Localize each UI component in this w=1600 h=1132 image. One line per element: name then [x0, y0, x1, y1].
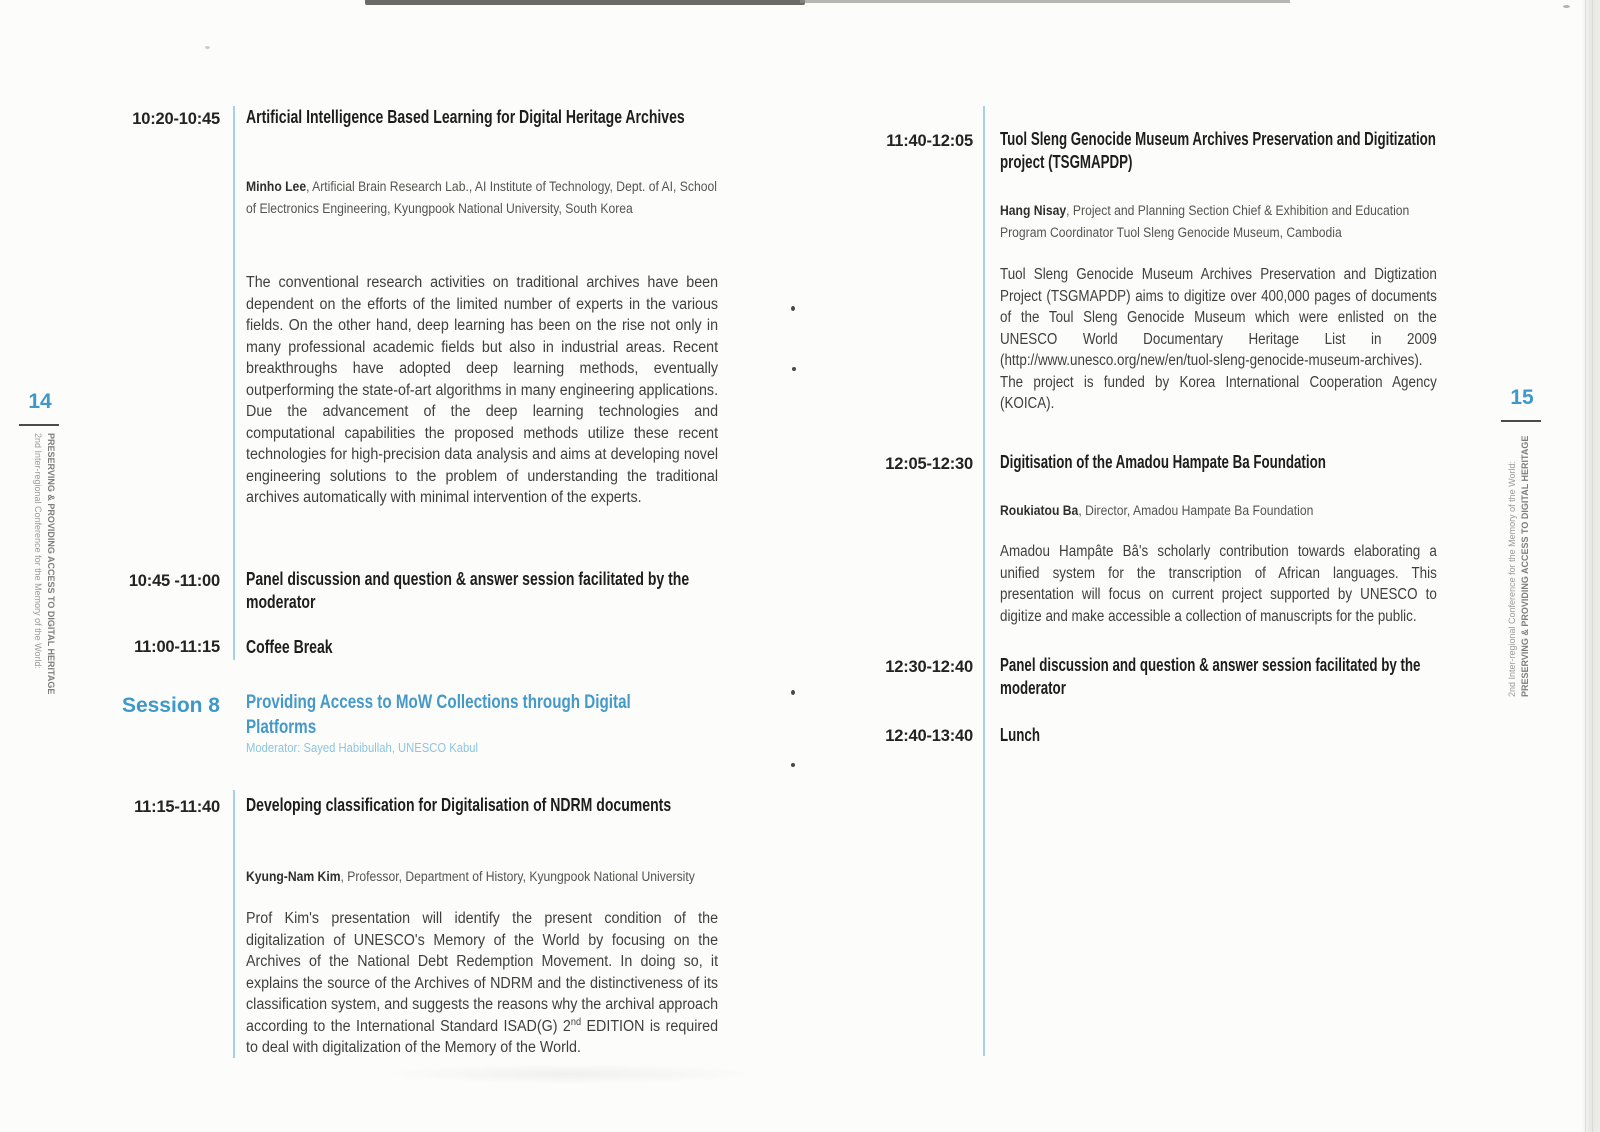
- session-number-label: Session 8: [121, 694, 220, 717]
- session-abstract: The conventional research activities on traditional archives have been dependent on the efforts of the limited number of experts in the various fields. On the other hand, deep learning has been on the rise not only in many professional academic fields but also in industrial areas. Recent breakthroughs have adopted deep learning methods, eventually outperforming the state-of-art algorithms in many engineering applications. Due the advancement of the deep learning technologies and computational capabilities the proposed methods utilize these recent technologies for high-precision data analysis and aims at developing novel engineering solutions to the problem of understanding the traditional archives automatically with minimal intervention of the experts.: [246, 274, 719, 506]
- session-speaker: [1000, 500, 1437, 522]
- session-time: 12:40-13:40: [885, 727, 973, 745]
- speaker-affiliation: , Professor, Department of History, Kyungpook National University: [340, 869, 695, 884]
- session-title: Artificial Intelligence Based Learning for Digital Heritage Archives: [246, 107, 685, 127]
- session-time: 11:00-11:15: [134, 638, 220, 656]
- scan-speck: [791, 763, 795, 767]
- scan-speck-light: [205, 46, 210, 49]
- scan-top-edge-shadow: [365, 0, 805, 5]
- session-time: 10:45 -11:00: [128, 572, 220, 590]
- session-title: Coffee Break: [246, 637, 333, 657]
- session-abstract: Tuol Sleng Genocide Museum Archives Preservation and Digtization Project (TSGMAPDP) aims to digitize over 400,000 pages of documents of the Toul Sleng Genocide Museum which were enlisted on the UNESCO World Documentary Heritage List in 2009 (http://www.unesco.org/new/en/tuol-sleng-genocide-museum-archives). The project is funded by Korea International Cooperation Agency (KOICA).: [1000, 266, 1437, 412]
- sidebar-caption-bold: PRESERVING & PROVIDING ACCESS TO DIGITAL HERITAGE: [1520, 435, 1530, 697]
- session-abstract: Amadou Hampâte Bâ's scholarly contribution towards elaborating a unified system for the transcription of African languages. This presentation will focus on current project supported by UNESCO to digitize and make accessible a collection of manuscripts for the public.: [1000, 543, 1437, 625]
- session-time: 10:20-10:45: [132, 110, 220, 128]
- speaker-affiliation: , Artificial Brain Research Lab., AI Institute of Technology, Dept. of AI, School of Electronics Engineering, Kyungpook National University, South Korea: [246, 179, 717, 216]
- session-title: Developing classification for Digitalisation of NDRM documents: [246, 795, 672, 815]
- scan-speck: [792, 367, 796, 371]
- schedule-divider-rule: [233, 106, 235, 660]
- session-time: 12:05-12:30: [885, 455, 973, 473]
- speaker-name: Roukiatou Ba: [1000, 503, 1079, 518]
- scan-bottom-smudge: [380, 1064, 760, 1084]
- session-time: 12:30-12:40: [885, 658, 973, 676]
- page-number-rule-right: [1501, 420, 1541, 422]
- session-header-title: Providing Access to MoW Collections through Digital Platforms: [246, 691, 631, 738]
- abstract-text: Prof Kim's presentation will identify the present condition of the digitalization of UNESCO's Memory of the World by focusing on the Archives of the National Debt Redemption Movement. In doing so, it explains the source of the Archives of NDRM and the distinctiveness of its classification system, and suggests the reasons why the archival approach according to the International Standard ISAD(G) 2: [246, 910, 719, 1035]
- speaker-name: Kyung-Nam Kim: [246, 869, 341, 884]
- page-number-left: 14: [28, 390, 52, 413]
- schedule-divider-rule: [233, 790, 235, 1058]
- session-speaker: [246, 866, 718, 888]
- scan-speck: [791, 306, 795, 311]
- running-sidebar-right: [1506, 425, 1532, 697]
- schedule-divider-rule: [983, 106, 985, 1056]
- scan-top-edge-shadow-light: [800, 0, 1290, 3]
- sidebar-caption-regular: 2nd Inter-regional Conference for the Memory of the World:: [1507, 461, 1517, 697]
- running-sidebar-left: [31, 433, 57, 705]
- speaker-affiliation: , Project and Planning Section Chief & Exhibition and Education Program Coordinator Tuol Sleng Genocide Museum, Cambodia: [1000, 203, 1410, 240]
- session-title: Tuol Sleng Genocide Museum Archives Preservation and Digitization project (TSGMAPDP): [1000, 129, 1436, 172]
- session-abstract: [246, 908, 718, 1059]
- session-speaker: [246, 176, 718, 219]
- scan-right-edge-line-2: [1592, 0, 1593, 1132]
- scan-speck: [791, 690, 795, 695]
- session-time: 11:15-11:40: [134, 798, 220, 816]
- session-speaker: [1000, 200, 1437, 243]
- session-title: Panel discussion and question & answer session facilitated by the moderator: [246, 569, 690, 612]
- speaker-name: Hang Nisay: [1000, 203, 1067, 218]
- sidebar-caption-regular: 2nd Inter-regional Conference for the Memory of the World:: [33, 433, 43, 669]
- page-number-right: 15: [1510, 386, 1534, 409]
- session-title: Digitisation of the Amadou Hampate Ba Foundation: [1000, 452, 1326, 472]
- session-title: Lunch: [1000, 725, 1040, 745]
- sidebar-caption-bold: PRESERVING & PROVIDING ACCESS TO DIGITAL HERITAGE: [46, 433, 56, 695]
- session-title: Panel discussion and question & answer session facilitated by the moderator: [1000, 655, 1421, 698]
- session-time: 11:40-12:05: [886, 132, 973, 150]
- abstract-text: EDITION is required to deal with digitalization of the Memory of the World.: [246, 1017, 719, 1056]
- scan-speck-light: [1563, 5, 1570, 8]
- speaker-name: Minho Lee: [246, 179, 307, 194]
- abstract-superscript: nd: [570, 1016, 582, 1028]
- session-moderator: Moderator: Sayed Habibullah, UNESCO Kabul: [246, 741, 479, 755]
- scan-right-edge-line: [1585, 0, 1586, 1132]
- page-number-rule-left: [19, 424, 59, 426]
- speaker-affiliation: , Director, Amadou Hampate Ba Foundation: [1078, 503, 1314, 518]
